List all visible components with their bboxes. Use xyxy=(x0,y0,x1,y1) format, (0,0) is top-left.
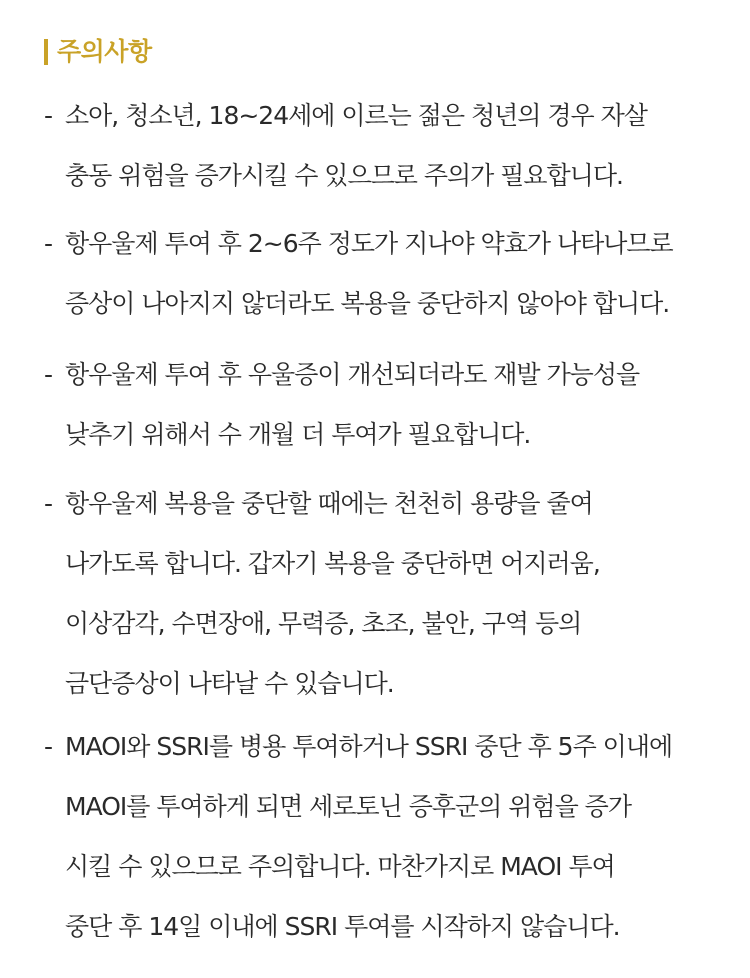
notice-line: 항우울제 투여 후 2~6주 정도가 지나야 약효가 나타나므로 xyxy=(65,229,673,258)
notice-line: 낮추기 위해서 수 개월 더 투여가 필요합니다. xyxy=(65,420,531,449)
notice-line: 증상이 나아지지 않더라도 복용을 중단하지 않아야 합니다. xyxy=(65,289,670,318)
bullet-dash: - xyxy=(44,360,54,389)
notice-line: MAOI를 투여하게 되면 세로토닌 증후군의 위험을 증가 xyxy=(65,792,631,821)
page-title: 주의사항 xyxy=(57,37,152,66)
bullet-dash: - xyxy=(44,101,54,130)
notice-line: 나가도록 합니다. 갑자기 복용을 중단하면 어지러움, xyxy=(65,549,600,578)
bullet-dash: - xyxy=(44,732,54,761)
notice-line: 금단증상이 나타날 수 있습니다. xyxy=(65,669,394,698)
notice-line: 항우울제 복용을 중단할 때에는 천천히 용량을 줄여 xyxy=(65,489,593,518)
notice-line: 충동 위험을 증가시킬 수 있으므로 주의가 필요합니다. xyxy=(65,161,623,190)
notice-line: 항우울제 투여 후 우울증이 개선되더라도 재발 가능성을 xyxy=(65,360,640,389)
notice-line: 시킬 수 있으므로 주의합니다. 마찬가지로 MAOI 투여 xyxy=(65,852,615,881)
bullet-dash: - xyxy=(44,229,54,258)
notice-line: 소아, 청소년, 18~24세에 이르는 젊은 청년의 경우 자살 xyxy=(65,101,647,130)
notice-line: 중단 후 14일 이내에 SSRI 투여를 시작하지 않습니다. xyxy=(65,912,620,941)
bullet-dash: - xyxy=(44,489,54,518)
notice-line: 이상감각, 수면장애, 무력증, 초조, 불안, 구역 등의 xyxy=(65,609,582,638)
notice-line: MAOI와 SSRI를 병용 투여하거나 SSRI 중단 후 5주 이내에 xyxy=(65,732,673,761)
